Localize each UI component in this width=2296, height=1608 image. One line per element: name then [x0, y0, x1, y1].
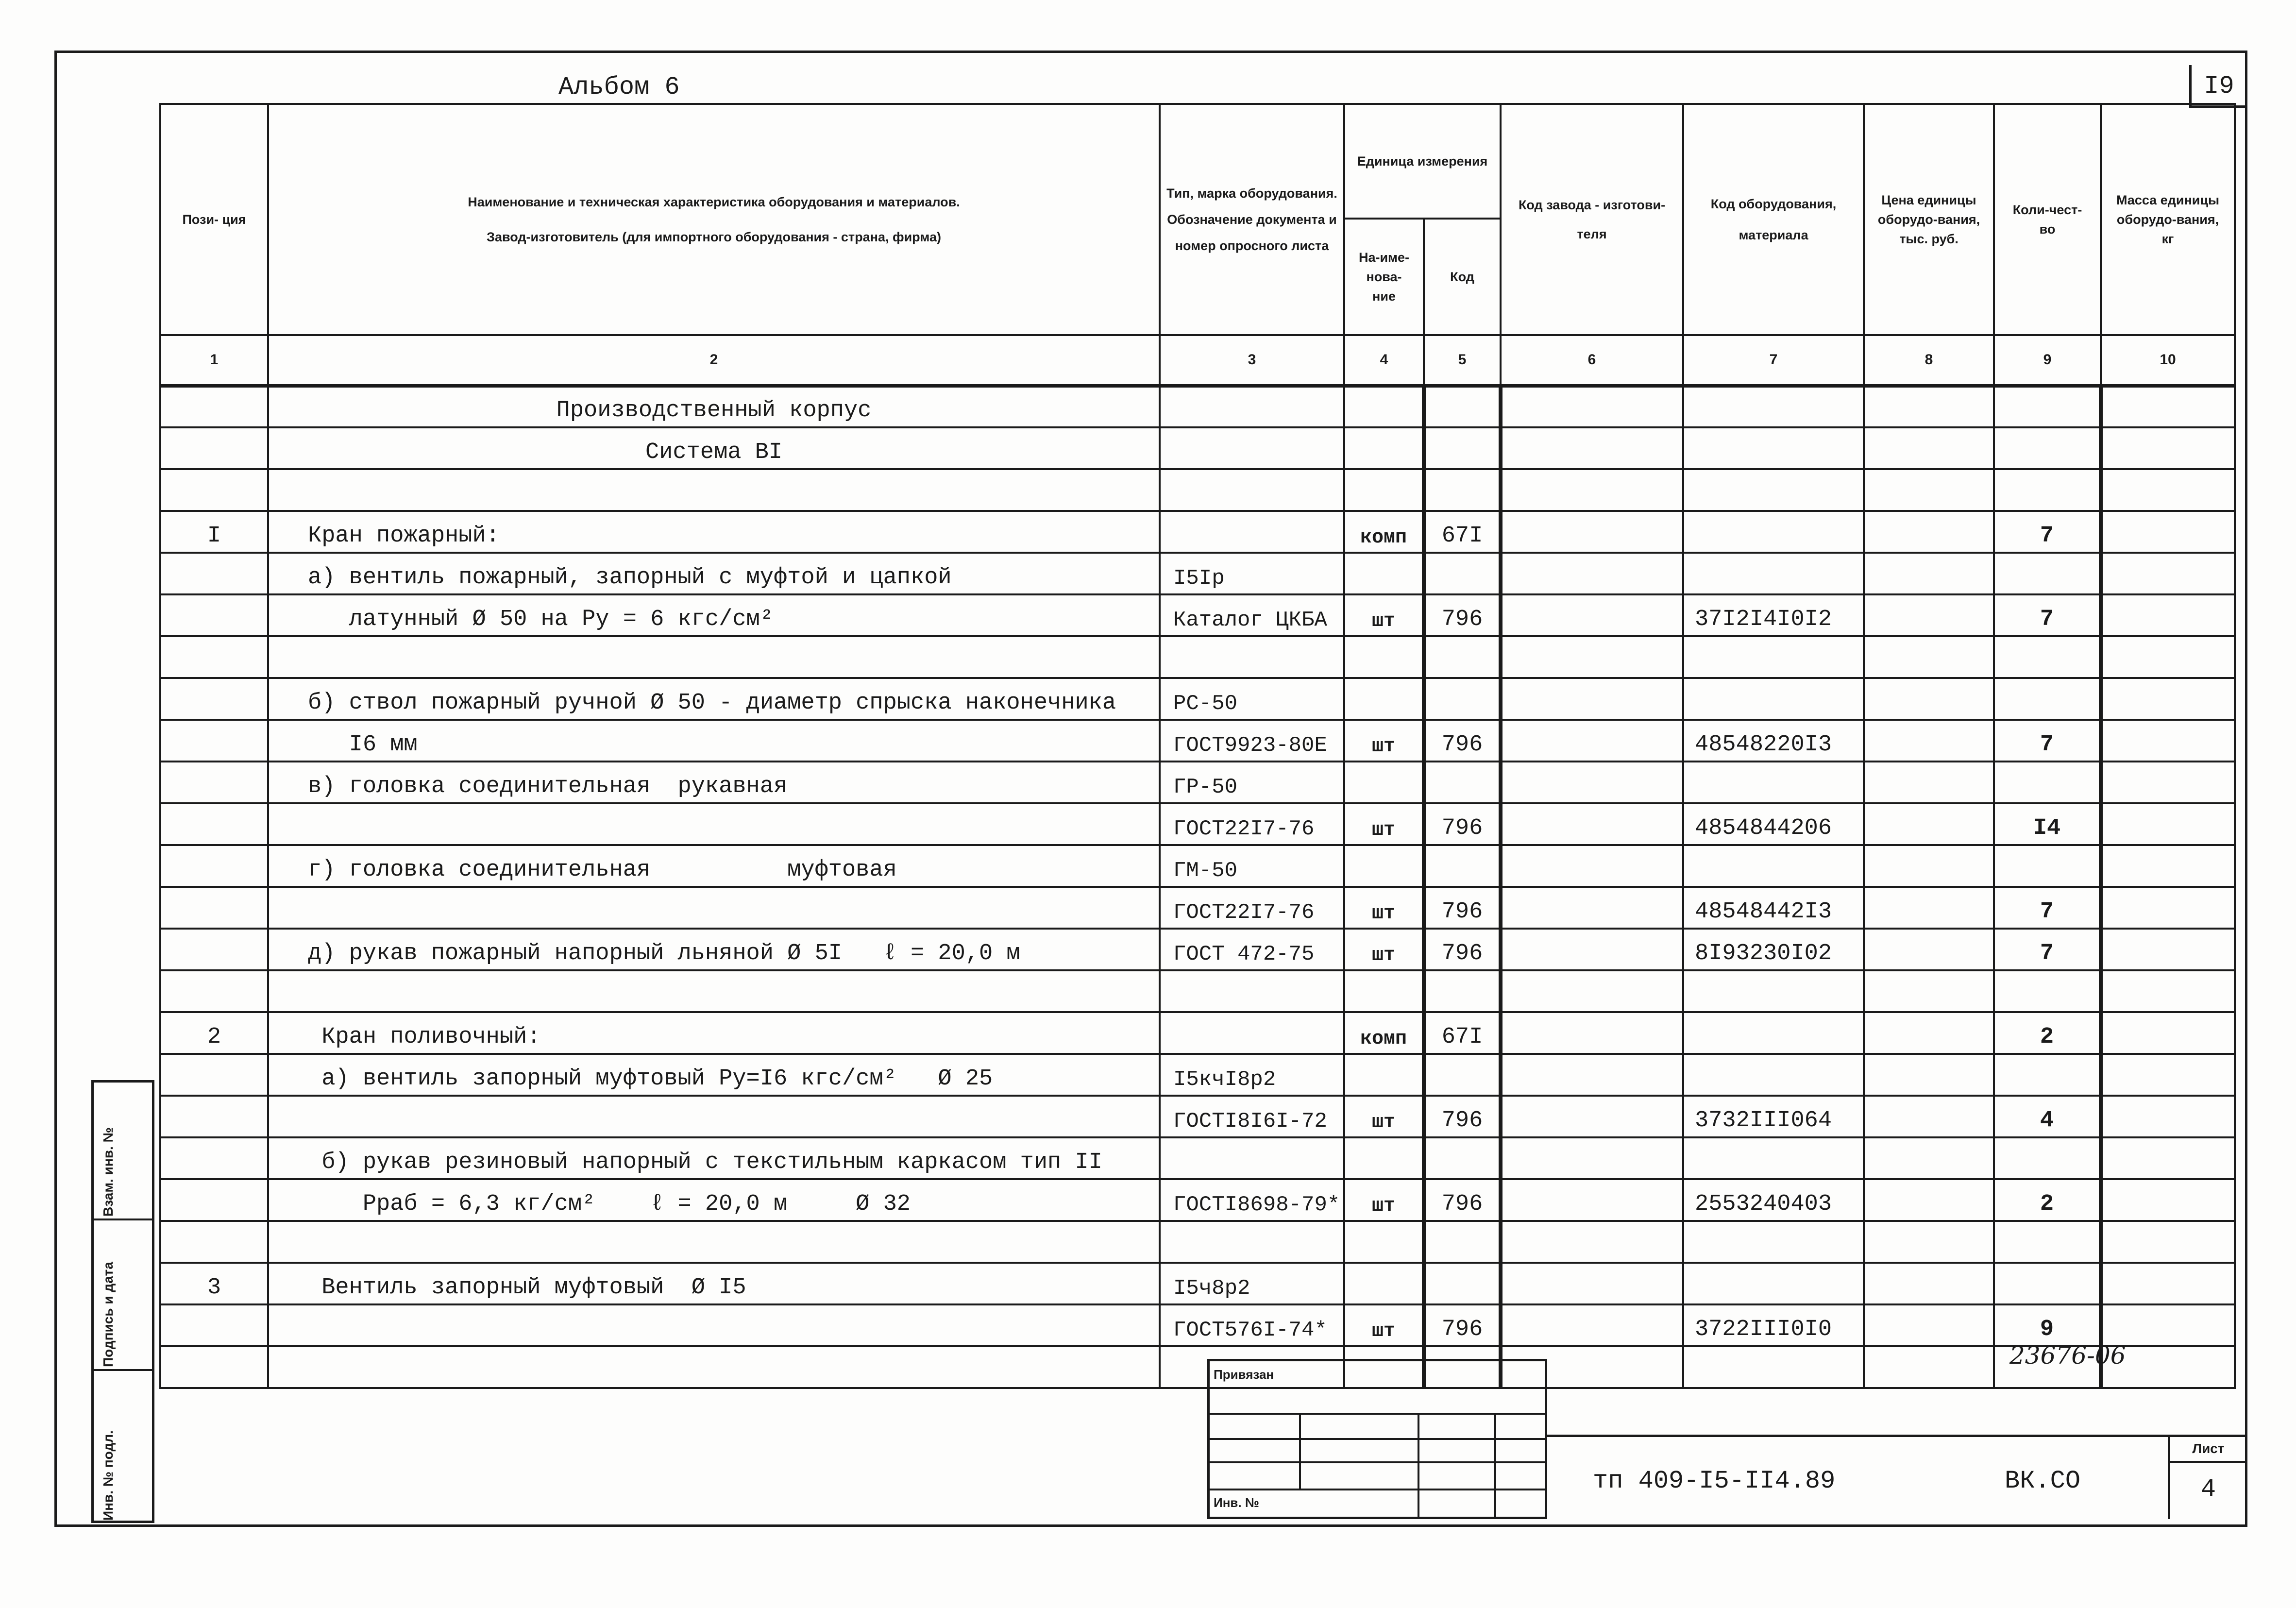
cell-price [1864, 1304, 1994, 1346]
cell-unit [1344, 1137, 1424, 1179]
cell-position [160, 1304, 268, 1346]
cell-unit: шт [1344, 1096, 1424, 1137]
cell-unit: шт [1344, 720, 1424, 762]
cell-position: 2 [160, 1012, 268, 1054]
cell-price [1864, 511, 1994, 553]
cell-name: Производственный корпус [268, 386, 1160, 427]
table-row [160, 762, 2235, 803]
cell-name [268, 1346, 1160, 1388]
cell-unit: комп [1344, 1012, 1424, 1054]
label-inv-podl: Инв. № подл. [101, 1430, 116, 1521]
cell-unit [1344, 845, 1424, 887]
column-number: 6 [1501, 335, 1683, 386]
cell-name: б) ствол пожарный ручной Ø 50 - диаметр спрыска наконечника [268, 678, 1160, 720]
cell-factory-code [1501, 553, 1683, 594]
cell-quantity: I4 [1994, 803, 2101, 845]
table-row [160, 1221, 2235, 1263]
header-quantity: Коли-чест-во [1994, 104, 2101, 335]
cell-unit: шт [1344, 887, 1424, 929]
column-number: 1 [160, 335, 268, 386]
cell-name [268, 887, 1160, 929]
cell-type: ГОСТ576I-74* [1160, 1304, 1344, 1346]
cell-factory-code [1501, 1137, 1683, 1179]
cell-type [1160, 1137, 1344, 1179]
cell-price [1864, 762, 1994, 803]
cell-name: Вентиль запорный муфтовый Ø I5 [268, 1263, 1160, 1304]
cell-factory-code [1501, 1304, 1683, 1346]
cell-name: Система BI [268, 427, 1160, 469]
cell-quantity [1994, 845, 2101, 887]
cell-price [1864, 594, 1994, 636]
cell-equipment-code [1683, 636, 1864, 678]
cell-quantity: 7 [1994, 720, 2101, 762]
cell-factory-code [1501, 594, 1683, 636]
cell-name: а) вентиль запорный муфтовый Ру=I6 кгс/см² Ø 25 [268, 1054, 1160, 1096]
cell-equipment-code [1683, 762, 1864, 803]
table-row [160, 1263, 2235, 1304]
cell-quantity: 2 [1994, 1179, 2101, 1221]
cell-position [160, 636, 268, 678]
cell-equipment-code [1683, 511, 1864, 553]
table-row [160, 1346, 2235, 1388]
cell-equipment-code [1683, 1221, 1864, 1263]
cell-factory-code [1501, 1221, 1683, 1263]
cell-position [160, 1179, 268, 1221]
cell-name: д) рукав пожарный напорный льняной Ø 5I ℓ = 20,0 м [268, 929, 1160, 970]
cell-mass [2101, 636, 2235, 678]
cell-unit-code: 796 [1424, 1096, 1501, 1137]
cell-type: ГОСТ 472-75 [1160, 929, 1344, 970]
column-number: 9 [1994, 335, 2101, 386]
cell-name: латунный Ø 50 на Ру = 6 кгс/см² [268, 594, 1160, 636]
cell-factory-code [1501, 427, 1683, 469]
cell-mass [2101, 386, 2235, 427]
column-number: 3 [1160, 335, 1344, 386]
cell-equipment-code: 48548220I3 [1683, 720, 1864, 762]
label-privyazan: Привязан [1214, 1367, 1274, 1382]
cell-unit-code [1424, 553, 1501, 594]
binding-stamp [1207, 1359, 1547, 1519]
cell-quantity [1994, 386, 2101, 427]
table-row [160, 511, 2235, 553]
album-title: Альбом 6 [558, 73, 680, 102]
cell-quantity: 7 [1994, 594, 2101, 636]
table-row [160, 720, 2235, 762]
cell-factory-code [1501, 1096, 1683, 1137]
cell-type: I5кчI8р2 [1160, 1054, 1344, 1096]
cell-name: I6 мм [268, 720, 1160, 762]
cell-unit [1344, 1221, 1424, 1263]
cell-price [1864, 1221, 1994, 1263]
table-row [160, 845, 2235, 887]
cell-price [1864, 553, 1994, 594]
cell-position [160, 845, 268, 887]
cell-mass [2101, 845, 2235, 887]
cell-mass [2101, 469, 2235, 511]
cell-mass [2101, 970, 2235, 1012]
header-name: Наименование и техническая характеристика оборудования и материалов. Завод-изготовитель (для импортного оборудования - страна, фирма) [268, 104, 1160, 335]
cell-equipment-code [1683, 1346, 1864, 1388]
header-position: Пози- ция [160, 104, 268, 335]
cell-factory-code [1501, 762, 1683, 803]
table-row [160, 887, 2235, 929]
cell-equipment-code [1683, 553, 1864, 594]
cell-price [1864, 970, 1994, 1012]
cell-unit-code: 67I [1424, 1012, 1501, 1054]
cell-position [160, 1137, 268, 1179]
cell-unit: шт [1344, 803, 1424, 845]
cell-type: ГОСТ9923-80Е [1160, 720, 1344, 762]
cell-price [1864, 1012, 1994, 1054]
header-price: Цена единицы оборудо-вания, тыс. руб. [1864, 104, 1994, 335]
cell-factory-code [1501, 1012, 1683, 1054]
header-equipment-code: Код оборудования, материала [1683, 104, 1864, 335]
cell-unit [1344, 762, 1424, 803]
cell-equipment-code [1683, 678, 1864, 720]
cell-equipment-code: 4854844206 [1683, 803, 1864, 845]
list-number: 4 [2200, 1475, 2216, 1504]
cell-quantity [1994, 427, 2101, 469]
cell-price [1864, 887, 1994, 929]
cell-position [160, 803, 268, 845]
cell-equipment-code: 37I2I4I0I2 [1683, 594, 1864, 636]
cell-position [160, 1096, 268, 1137]
cell-price [1864, 1346, 1994, 1388]
table-row [160, 1054, 2235, 1096]
cell-type: ГОСТI8I6I-72 [1160, 1096, 1344, 1137]
cell-factory-code [1501, 1263, 1683, 1304]
cell-unit-code: 796 [1424, 1179, 1501, 1221]
cell-unit-code: 796 [1424, 594, 1501, 636]
document-code: тп 409-I5-II4.89 [1593, 1467, 1836, 1495]
cell-type: ГОСТI8698-79* [1160, 1179, 1344, 1221]
table-row [160, 1012, 2235, 1054]
document-mark: ВК.СО [2005, 1467, 2081, 1495]
cell-position [160, 887, 268, 929]
cell-unit: шт [1344, 1304, 1424, 1346]
table-row [160, 553, 2235, 594]
cell-factory-code [1501, 1054, 1683, 1096]
table-row [160, 929, 2235, 970]
cell-quantity [1994, 1137, 2101, 1179]
cell-unit-code: 796 [1424, 887, 1501, 929]
cell-name: г) головка соединительная муфтовая [268, 845, 1160, 887]
table-row [160, 1179, 2235, 1221]
cell-quantity: 7 [1994, 887, 2101, 929]
cell-mass [2101, 553, 2235, 594]
cell-unit-code [1424, 762, 1501, 803]
cell-type [1160, 970, 1344, 1012]
cell-mass [2101, 1221, 2235, 1263]
cell-equipment-code [1683, 427, 1864, 469]
cell-price [1864, 427, 1994, 469]
cell-unit [1344, 386, 1424, 427]
cell-name: в) головка соединительная рукавная [268, 762, 1160, 803]
cell-unit-code: 796 [1424, 803, 1501, 845]
cell-unit [1344, 427, 1424, 469]
cell-factory-code [1501, 720, 1683, 762]
cell-price [1864, 929, 1994, 970]
cell-name [268, 803, 1160, 845]
table-row [160, 427, 2235, 469]
cell-unit [1344, 970, 1424, 1012]
cell-name [268, 1096, 1160, 1137]
cell-mass [2101, 1137, 2235, 1179]
cell-name: Кран поливочный: [268, 1012, 1160, 1054]
cell-quantity: 9 [1994, 1304, 2101, 1346]
cell-mass [2101, 427, 2235, 469]
cell-factory-code [1501, 469, 1683, 511]
cell-equipment-code: 3732III064 [1683, 1096, 1864, 1137]
cell-position [160, 970, 268, 1012]
cell-unit-code [1424, 678, 1501, 720]
cell-mass [2101, 1096, 2235, 1137]
cell-unit-code: 796 [1424, 720, 1501, 762]
cell-price [1864, 845, 1994, 887]
cell-factory-code [1501, 845, 1683, 887]
cell-mass [2101, 1179, 2235, 1221]
cell-price [1864, 803, 1994, 845]
cell-equipment-code [1683, 1054, 1864, 1096]
cell-position [160, 386, 268, 427]
cell-mass [2101, 803, 2235, 845]
cell-quantity: 2 [1994, 1012, 2101, 1054]
cell-position [160, 929, 268, 970]
cell-mass [2101, 887, 2235, 929]
column-number: 2 [268, 335, 1160, 386]
cell-unit-code: 67I [1424, 511, 1501, 553]
cell-quantity [1994, 762, 2101, 803]
archive-number: 23676-06 [2009, 1341, 2126, 1370]
cell-unit-code [1424, 469, 1501, 511]
cell-position [160, 553, 268, 594]
cell-unit-code [1424, 636, 1501, 678]
cell-unit-code [1424, 1221, 1501, 1263]
column-number: 5 [1424, 335, 1501, 386]
cell-equipment-code [1683, 469, 1864, 511]
label-inv-no: Инв. № [1214, 1495, 1259, 1510]
header-unit-group: Единица измерения [1344, 104, 1501, 219]
cell-unit-code: 796 [1424, 1304, 1501, 1346]
cell-name [268, 1304, 1160, 1346]
table-row [160, 386, 2235, 427]
title-block-line [1547, 1435, 2247, 1437]
cell-equipment-code [1683, 845, 1864, 887]
cell-equipment-code [1683, 1012, 1864, 1054]
cell-name [268, 469, 1160, 511]
label-vzam-inv: Взам. инв. № [101, 1127, 116, 1217]
cell-factory-code [1501, 929, 1683, 970]
cell-price [1864, 386, 1994, 427]
cell-factory-code [1501, 1179, 1683, 1221]
cell-factory-code [1501, 386, 1683, 427]
cell-equipment-code [1683, 970, 1864, 1012]
cell-price [1864, 469, 1994, 511]
cell-mass [2101, 594, 2235, 636]
cell-price [1864, 1137, 1994, 1179]
cell-mass [2101, 678, 2235, 720]
cell-quantity: 7 [1994, 511, 2101, 553]
cell-equipment-code: 2553240403 [1683, 1179, 1864, 1221]
cell-price [1864, 636, 1994, 678]
cell-quantity [1994, 678, 2101, 720]
header-type: Тип, марка оборудования. Обозначение документа и номер опросного листа [1160, 104, 1344, 335]
label-signature-date: Подпись и дата [101, 1262, 116, 1367]
header-mass: Масса единицы оборудо-вания, кг [2101, 104, 2235, 335]
cell-equipment-code: 8I93230I02 [1683, 929, 1864, 970]
cell-unit [1344, 636, 1424, 678]
cell-position [160, 762, 268, 803]
cell-name: а) вентиль пожарный, запорный с муфтой и цапкой [268, 553, 1160, 594]
cell-mass [2101, 1304, 2235, 1346]
cell-quantity [1994, 553, 2101, 594]
cell-mass [2101, 1263, 2235, 1304]
cell-type: ГОСТ22I7-76 [1160, 803, 1344, 845]
cell-equipment-code [1683, 1263, 1864, 1304]
cell-price [1864, 720, 1994, 762]
specification-table [159, 103, 2236, 1389]
cell-type [1160, 469, 1344, 511]
cell-unit-code [1424, 427, 1501, 469]
cell-position: I [160, 511, 268, 553]
cell-unit: шт [1344, 929, 1424, 970]
cell-factory-code [1501, 678, 1683, 720]
cell-factory-code [1501, 511, 1683, 553]
cell-type [1160, 386, 1344, 427]
cell-type [1160, 636, 1344, 678]
cell-name: Кран пожарный: [268, 511, 1160, 553]
cell-unit [1344, 678, 1424, 720]
cell-type: ГОСТ22I7-76 [1160, 887, 1344, 929]
cell-unit: шт [1344, 594, 1424, 636]
cell-price [1864, 1096, 1994, 1137]
cell-unit-code: 796 [1424, 929, 1501, 970]
cell-price [1864, 1263, 1994, 1304]
cell-price [1864, 1179, 1994, 1221]
cell-type: I5Iр [1160, 553, 1344, 594]
cell-equipment-code: 48548442I3 [1683, 887, 1864, 929]
table-row [160, 803, 2235, 845]
header-factory-code: Код завода - изготови-теля [1501, 104, 1683, 335]
cell-position [160, 427, 268, 469]
cell-equipment-code [1683, 1137, 1864, 1179]
cell-position [160, 1054, 268, 1096]
cell-price [1864, 1054, 1994, 1096]
column-number: 7 [1683, 335, 1864, 386]
cell-unit-code [1424, 1137, 1501, 1179]
cell-quantity [1994, 1054, 2101, 1096]
cell-unit-code [1424, 845, 1501, 887]
table-row [160, 636, 2235, 678]
cell-mass [2101, 511, 2235, 553]
cell-position [160, 720, 268, 762]
sheet-number: I9 [2189, 65, 2246, 108]
cell-type: I5ч8р2 [1160, 1263, 1344, 1304]
table-row [160, 594, 2235, 636]
cell-type [1160, 1221, 1344, 1263]
cell-quantity [1994, 636, 2101, 678]
sheet-box [2168, 1437, 2246, 1519]
column-number: 4 [1344, 335, 1424, 386]
cell-unit: комп [1344, 511, 1424, 553]
cell-type [1160, 427, 1344, 469]
table-row [160, 678, 2235, 720]
cell-name [268, 1221, 1160, 1263]
label-list: Лист [2170, 1437, 2246, 1463]
cell-unit-code [1424, 1054, 1501, 1096]
column-number: 10 [2101, 335, 2235, 386]
table-row [160, 970, 2235, 1012]
cell-position [160, 1346, 268, 1388]
cell-unit [1344, 1054, 1424, 1096]
cell-type: РС-50 [1160, 678, 1344, 720]
cell-position [160, 678, 268, 720]
cell-quantity [1994, 1221, 2101, 1263]
cell-type: ГМ-50 [1160, 845, 1344, 887]
cell-position [160, 1221, 268, 1263]
cell-quantity [1994, 1263, 2101, 1304]
table-row [160, 1304, 2235, 1346]
cell-unit [1344, 469, 1424, 511]
cell-equipment-code [1683, 386, 1864, 427]
cell-mass [2101, 762, 2235, 803]
cell-type [1160, 511, 1344, 553]
cell-mass [2101, 1012, 2235, 1054]
cell-name [268, 970, 1160, 1012]
cell-position: 3 [160, 1263, 268, 1304]
cell-unit [1344, 553, 1424, 594]
cell-unit [1344, 1263, 1424, 1304]
cell-unit-code [1424, 386, 1501, 427]
cell-quantity: 4 [1994, 1096, 2101, 1137]
cell-name: б) рукав резиновый напорный с текстильным каркасом тип II [268, 1137, 1160, 1179]
cell-equipment-code: 3722III0I0 [1683, 1304, 1864, 1346]
cell-position [160, 594, 268, 636]
cell-factory-code [1501, 803, 1683, 845]
cell-unit: шт [1344, 1179, 1424, 1221]
cell-factory-code [1501, 636, 1683, 678]
cell-mass [2101, 929, 2235, 970]
cell-quantity [1994, 469, 2101, 511]
cell-mass [2101, 1054, 2235, 1096]
cell-name [268, 636, 1160, 678]
cell-type: Каталог ЦКБА [1160, 594, 1344, 636]
table-row [160, 1096, 2235, 1137]
cell-factory-code [1501, 970, 1683, 1012]
left-stamp-strip [91, 1080, 154, 1523]
cell-position [160, 469, 268, 511]
column-number: 8 [1864, 335, 1994, 386]
table-row [160, 1137, 2235, 1179]
cell-unit-code [1424, 970, 1501, 1012]
table-row [160, 469, 2235, 511]
cell-name: Рраб = 6,3 кг/см² ℓ = 20,0 м Ø 32 [268, 1179, 1160, 1221]
cell-type [1160, 1012, 1344, 1054]
cell-quantity [1994, 970, 2101, 1012]
cell-unit-code [1424, 1263, 1501, 1304]
cell-quantity: 7 [1994, 929, 2101, 970]
cell-factory-code [1501, 887, 1683, 929]
header-unit-name: На-име-нова-ние [1344, 219, 1424, 335]
header-unit-code: Код [1424, 219, 1501, 335]
cell-mass [2101, 720, 2235, 762]
cell-type: ГР-50 [1160, 762, 1344, 803]
cell-price [1864, 678, 1994, 720]
